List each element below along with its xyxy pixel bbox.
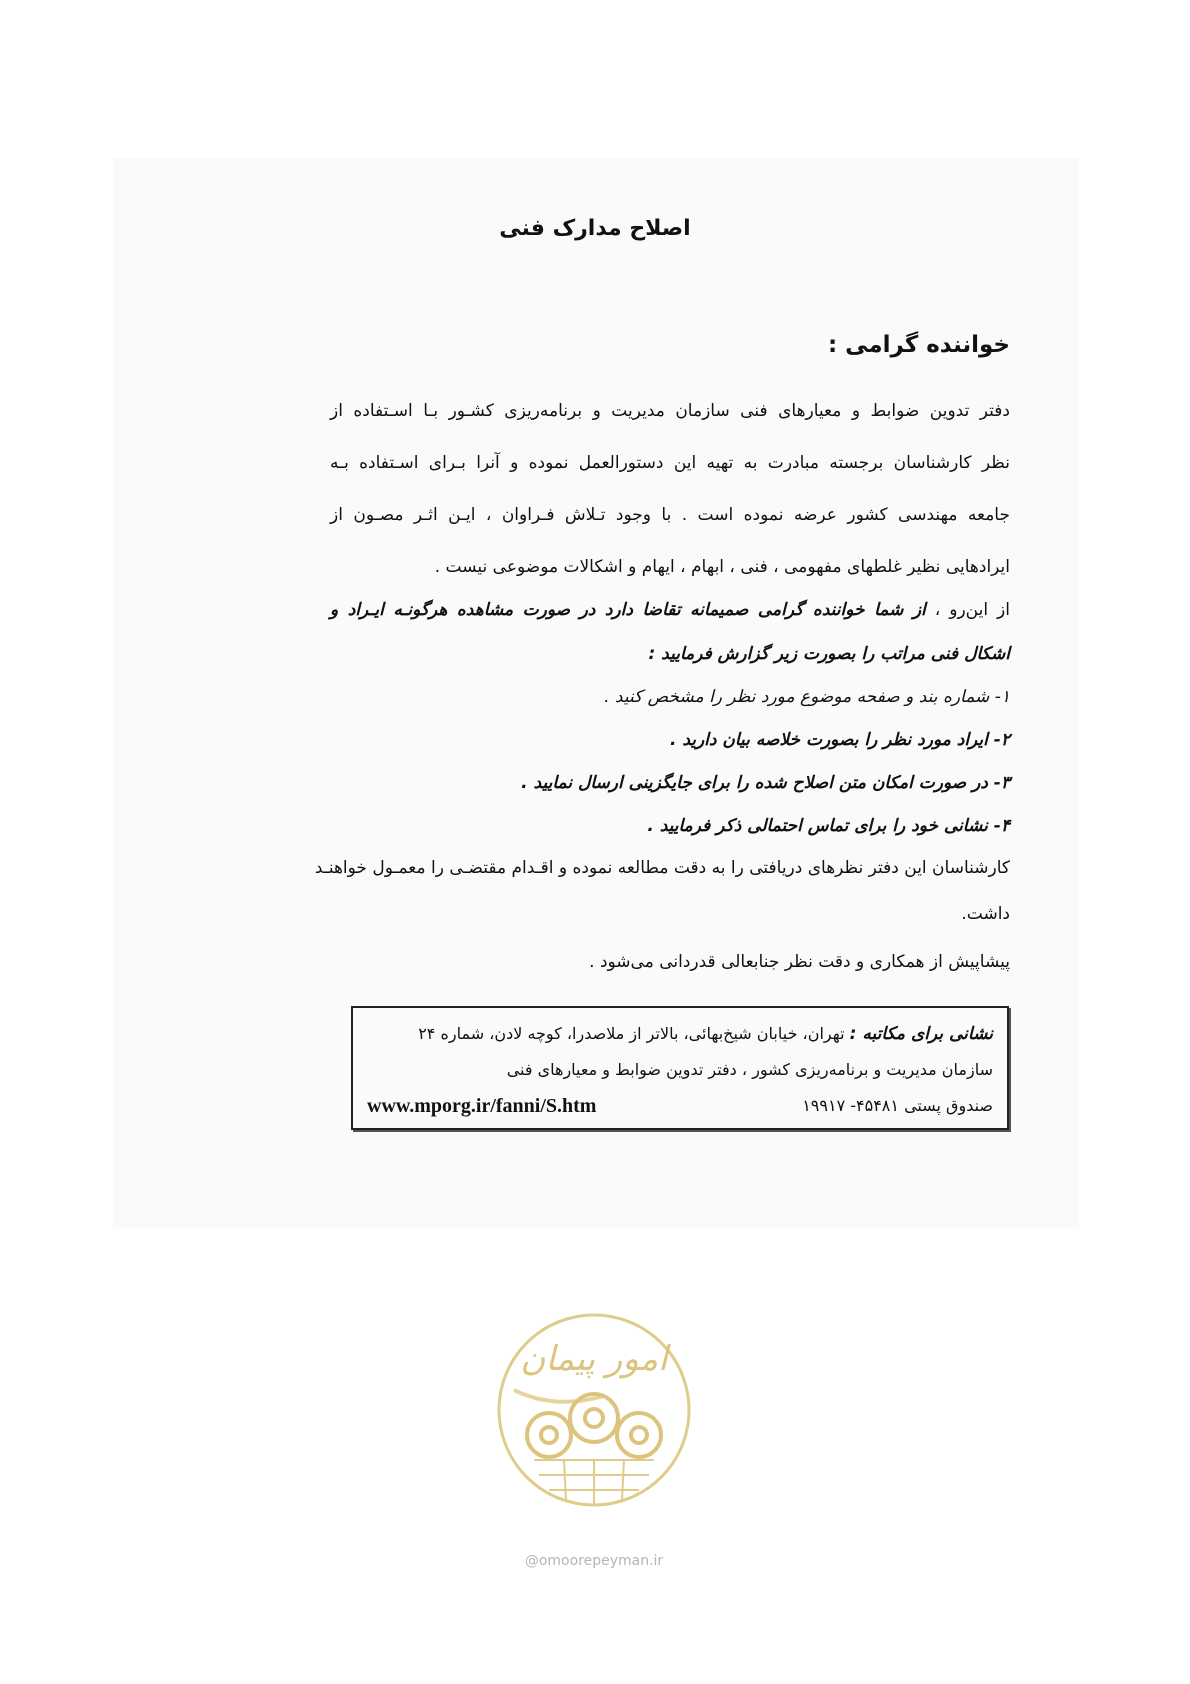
address-label: نشانی برای مکاتبه : bbox=[849, 1024, 993, 1044]
logo-text: امور پیمان bbox=[520, 1339, 668, 1379]
request-line: اشکال فنی مراتب را بصورت زیر گزارش فرمایید : bbox=[648, 644, 1010, 664]
paragraph-line: جامعه مهندسی کشور عرضه نموده است . با وجود تـلاش فـراوان ، ایـن اثـر مصـون از bbox=[330, 505, 1010, 525]
request-paragraph bbox=[330, 588, 1010, 676]
website-link[interactable]: www.mporg.ir/fanni/S.htm bbox=[367, 1095, 597, 1117]
request-line bbox=[330, 588, 1010, 632]
address-box bbox=[351, 1006, 1009, 1130]
greeting: خواننده گرامی : bbox=[827, 332, 1010, 358]
gear-icon bbox=[527, 1394, 661, 1457]
paragraph-line: ایرادهایی نظیر غلطهای مفهومی ، فنی ، ابهام ، ایهام و اشکالات موضوعی نیست . bbox=[434, 557, 1010, 577]
address-line bbox=[367, 1016, 993, 1052]
list-item: ۲- ایراد مورد نظر را بصورت خلاصه بیان دارید . bbox=[669, 730, 1010, 750]
list-item: ۱- شماره بند و صفحه موضوع مورد نظر را مشخص کنید . bbox=[604, 687, 1010, 707]
paragraph-line: نظر کارشناسان برجسته مبادرت به تهیه این دستورالعمل نموده و آنرا بـرای اسـتفاده بـه bbox=[330, 453, 1010, 473]
address-bottom-row bbox=[367, 1088, 993, 1124]
closing-paragraph bbox=[314, 845, 1010, 937]
request-emphasis: از شما خواننده گرامی صمیمانه تقاضا دارد در صورت مشاهده هرگونـه ایـراد و bbox=[330, 600, 926, 620]
thanks-line: پیشاپیش از همکاری و دقت نظر جنابعالی قدردانی می‌شود . bbox=[589, 952, 1010, 972]
list-item: ۳- در صورت امکان متن اصلاح شده را برای جایگزینی ارسال نمایید . bbox=[521, 773, 1010, 793]
closing-line: کارشناسان این دفتر نظرهای دریافتی را به دقت مطالعه نموده و اقـدام مقتضـی را معمـول خواهنـد bbox=[314, 858, 1010, 878]
watermark-logo bbox=[494, 1300, 694, 1550]
address-street: تهران، خیابان شیخ‌بهائی، بالاتر از ملاصدرا، کوچه لادن، شماره ۲۴ bbox=[418, 1024, 845, 1043]
instruction-list bbox=[330, 676, 1010, 848]
closing-line: داشت. bbox=[961, 904, 1010, 924]
request-prefix: از این‌رو ، bbox=[934, 600, 1010, 620]
address-organization: سازمان مدیریت و برنامه‌ریزی کشور ، دفتر تدوین ضوابط و معیارهای فنی bbox=[506, 1060, 993, 1079]
grid-icon bbox=[534, 1460, 654, 1505]
watermark-caption: @omoorepeyman.ir bbox=[524, 1553, 664, 1569]
postal-box: صندوق پستی ۴۵۴۸۱- ۱۹۹۱۷ bbox=[802, 1096, 993, 1115]
paragraph-line: دفتر تدوین ضوابط و معیارهای فنی سازمان مدیریت و برنامه‌ریزی کشـور بـا اسـتفاده از bbox=[330, 401, 1010, 421]
document-title: اصلاح مدارک فنی bbox=[499, 216, 691, 241]
intro-paragraph bbox=[330, 385, 1010, 593]
list-item: ۴- نشانی خود را برای تماس احتمالی ذکر فرمایید . bbox=[647, 816, 1010, 836]
